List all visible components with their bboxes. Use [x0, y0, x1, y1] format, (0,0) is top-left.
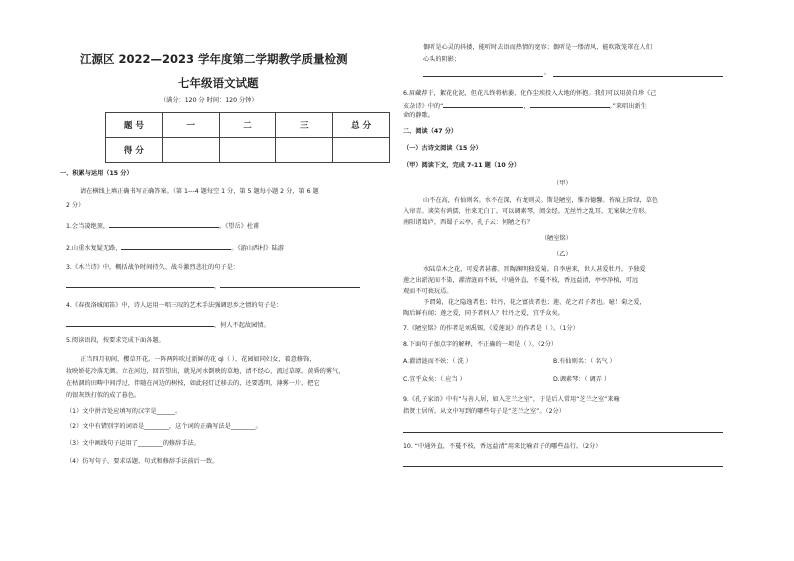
- option-a[interactable]: A.濯清涟而不妖：（ 洗 ）: [403, 358, 472, 365]
- subsection-instruction: （甲）阅读下文，完成 7-11 题（10 分）: [403, 162, 521, 169]
- score-input-cell[interactable]: [162, 138, 219, 163]
- passage-line: 观而不可亵玩焉。: [403, 288, 453, 295]
- score-input-cell[interactable]: [276, 138, 333, 163]
- separator: ，: [544, 69, 551, 76]
- subsection-title: （一）古诗文阅读（15 分）: [403, 145, 482, 152]
- question-text: 。”来唱出新生: [609, 103, 647, 110]
- passage-line: 的银灰铁打似的成了暮色。: [66, 392, 141, 399]
- score-table-score-row: [106, 138, 390, 163]
- exam-title: 江源区 2022—2023 学年度第二学期教学质量检测: [80, 52, 348, 66]
- question-text: 亥杂诗》中的“: [403, 103, 444, 110]
- passage-line: 在枯涸的田畴中间浮过，伴随在河边的树枝，如此轻灯迁移去的，还要透明，薄雾一片，把它: [66, 380, 320, 387]
- question-4-answer: [66, 320, 270, 330]
- section-2-title: 二、阅读（47 分）: [403, 128, 458, 135]
- passage-line: 妆映娇花冷落无颜。立在河边，回首望出，就见河水倒映的草地，清不经心，流过草原。黄昏的雾气，: [66, 368, 345, 375]
- answer-line[interactable]: [403, 466, 723, 467]
- answer-line[interactable]: [553, 76, 723, 77]
- passage-line: 予谓菊，花之隐逸者也；牡丹，花之富贵者也；莲，花之君子者也。噫！菊之爱，: [423, 299, 646, 306]
- passage-source: （陋室铭）: [541, 235, 572, 242]
- question-2: [66, 243, 284, 253]
- question-7: 7.《陋室铭》的作者是刘禹锡，《爱莲说》的作者是（ ）。（1分）: [403, 325, 579, 332]
- passage-label-jia: （甲）: [553, 180, 572, 187]
- score-input-cell[interactable]: [333, 138, 390, 163]
- answer-blank[interactable]: [220, 281, 360, 288]
- score-cell: 一: [162, 113, 219, 138]
- answer-line[interactable]: [403, 432, 723, 433]
- score-cell: 总 分: [333, 113, 390, 138]
- question-6-answer: [403, 101, 647, 111]
- answer-blank[interactable]: [530, 101, 610, 108]
- passage-line: 南阳诸葛庐，西蜀子云亭。孔子云：何陋之有？: [403, 219, 533, 226]
- question-text: ，何人不起故园情。: [214, 322, 270, 329]
- passage-line: 心头的阴影；: [423, 56, 461, 63]
- score-cell: 题 号: [106, 113, 163, 138]
- answer-blank[interactable]: [443, 101, 523, 108]
- passage-line: 入帘青。谈笑有鸿儒，往来无白丁。可以调素琴，阅金经。无丝竹之乱耳，无案牍之劳形。: [403, 208, 651, 215]
- score-cell: 三: [276, 113, 333, 138]
- question-text: 1.会当凌绝顶，: [66, 223, 110, 230]
- question-9: 指贤士居所。从文中写到的哪些句子是“芝兰之室”。（2分）: [403, 408, 565, 415]
- score-table-header-row: [106, 113, 390, 138]
- section-1-title: 一、积累与运用（15 分）: [60, 170, 133, 177]
- sub-question: （1）文中拼音处应填写的汉字是______。: [66, 408, 182, 415]
- passage-line: 陶后鲜有闻；莲之爱，同予者何人？牡丹之爱，宜乎众矣。: [403, 310, 564, 317]
- option-d[interactable]: D.调素琴：（ 调弄 ）: [553, 376, 611, 383]
- question-5-title: 5.阅读语段，按要求完成下面各题。: [66, 337, 165, 344]
- question-9: 9.《孔子家语》中有“与善人居，如入芝兰之室”，于是后人常用“芝兰之室”来喻: [403, 396, 620, 403]
- answer-line[interactable]: [423, 76, 543, 77]
- exam-info: （满分：120 分 时间：120 分钟）: [160, 97, 258, 104]
- passage-line: 正当四月初间，樱草开花，一阵两阵吹过新鲜的花 qì（ ），花园如同妇女，着意修饰，: [80, 356, 316, 363]
- answer-blank[interactable]: [121, 243, 231, 250]
- passage-line: 偶听是心灵的抖搂，能听时去语而热情的宽容；偶听是一缕清风，能吹散笼罩在人们: [423, 44, 652, 51]
- sub-question: （3）文中画线句子运用了________的修辞手法。: [66, 440, 200, 447]
- question-1: [66, 221, 259, 231]
- separator: ，: [523, 103, 530, 110]
- question-6-end: 命的静歌。: [403, 112, 434, 119]
- sub-question: （2）文中有错别字的词语是________，这个词的正确写法是________。: [66, 423, 262, 430]
- question-text: 。《游山西村》陆游: [231, 245, 284, 252]
- question-3-answer: [66, 281, 360, 291]
- question-text: 。《望岳》杜甫: [219, 223, 260, 230]
- exam-subtitle: 七年级语文试题: [178, 76, 259, 90]
- passage-line: 水陆草木之花，可爱者甚蕃。晋陶渊明独爱菊。自李唐来，世人甚爱牡丹。予独爱: [423, 266, 646, 273]
- option-b[interactable]: B.有仙则名：（ 名气 ）: [553, 358, 616, 365]
- instruction-line: 2 分）: [66, 202, 85, 209]
- answer-blank[interactable]: [66, 281, 214, 288]
- question-6: 6.眉藏荐于，絮花化泥，但花儿终将枯萎，化作尘埃投入大地的怀抱。我们可以用黄自珍《己: [403, 90, 657, 97]
- score-cell: 得 分: [106, 138, 163, 163]
- score-cell: 二: [219, 113, 276, 138]
- question-10: 10. “中通外直，不蔓不枝，香远益清”用来比喻君子的哪些品行。（2分）: [403, 443, 602, 450]
- instruction-line: 请在横线上填正确书写正确答案。（第 1---4 题每空 1 分，第 5 题每小题 2 分，第 6 题: [80, 188, 319, 195]
- score-input-cell[interactable]: [219, 138, 276, 163]
- option-c[interactable]: C.宜乎众矣：（ 应当 ）: [403, 376, 466, 383]
- question-4: 4.《春夜洛城闻笛》中，诗人运用一唱三叹的艺术手法强调思乡之情的句子是：: [66, 302, 283, 309]
- passage-line: 莲之出淤泥而不染，濯清涟而不妖，中通外直，不蔓不枝，香远益清，亭亭净植，可远: [403, 277, 639, 284]
- separator: ，: [214, 283, 221, 290]
- answer-blank[interactable]: [109, 221, 219, 228]
- passage-line: 山不在高，有仙则名。水不在深，有龙则灵。斯是陋室，惟吾德馨。苔痕上阶绿，草色: [423, 197, 659, 204]
- answer-blank[interactable]: [66, 320, 214, 327]
- question-3: 3.《木兰诗》中，概括战争时间持久、战斗激烈悲壮的句子是：: [66, 264, 239, 271]
- sub-question: （4）仿写句子，要求话题、句式和修辞手法前后一致。: [66, 458, 219, 465]
- question-text: 2.山重水复疑无路，: [66, 245, 122, 252]
- question-8: 8.下面句子加点字的解释，不正确的一项是（ ）。（2分）: [403, 341, 558, 348]
- score-table: [105, 112, 390, 163]
- passage-label-yi: （乙）: [553, 251, 572, 258]
